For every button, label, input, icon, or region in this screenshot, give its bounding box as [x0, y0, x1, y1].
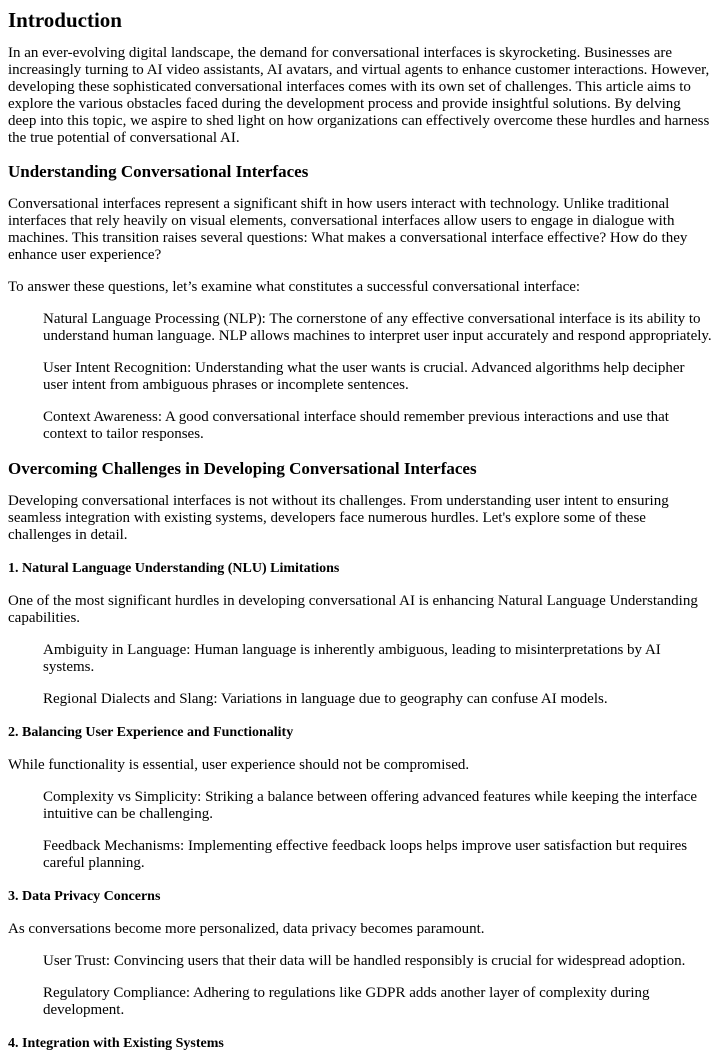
nlu-paragraph: One of the most significant hurdles in developing conversational AI is enhancing Natural Language Understanding capabilities.: [8, 593, 698, 626]
nlu-item-dialects: Regional Dialects and Slang: Variations in language due to geography can confuse AI models.: [43, 691, 608, 707]
ux-paragraph: While functionality is essential, user experience should not be compromised.: [8, 757, 470, 773]
understanding-paragraph-2: To answer these questions, let’s examine what constitutes a successful conversational interface:: [8, 279, 581, 295]
intro-paragraph: In an ever-evolving digital landscape, the demand for conversational interfaces is skyrocketing. Businesses are increasingly turning to AI video assistants, AI avatars, and virtual agents to enhance customer interactions. However, developing these sophisticated conversational interfaces comes with its own set of challenges. This article aims to explore the various obstacles faced during the development process and provide insightful solutions. By delving deep into this topic, we aspire to shed light on how organizations can effectively overcome these hurdles and harness the true potential of conversational AI.: [8, 45, 710, 146]
page-title: Introduction: [8, 8, 122, 32]
understanding-paragraph-1: Conversational interfaces represent a significant shift in how users interact with technology. Unlike traditional interfaces that rely heavily on visual elements, conversational interfaces allow users to engage in dialogue with machines. This transition raises several questions: What makes a conversational interface effective? How do they enhance user experience?: [8, 196, 688, 263]
nlu-item-ambiguity: Ambiguity in Language: Human language is inherently ambiguous, leading to misinterpretations by AI systems.: [43, 642, 661, 675]
privacy-item-trust: User Trust: Convincing users that their data will be handled responsibly is crucial for widespread adoption.: [43, 953, 686, 969]
section-heading-challenges: Overcoming Challenges in Developing Conversational Interfaces: [8, 459, 477, 478]
understanding-item-nlp: Natural Language Processing (NLP): The cornerstone of any effective conversational interface is its ability to understand human language. NLP allows machines to interpret user input accurately and respond appropriately.: [43, 311, 712, 344]
article: [0, 8, 720, 1052]
subsection-heading-privacy: 3. Data Privacy Concerns: [8, 889, 161, 904]
ux-item-complexity: Complexity vs Simplicity: Striking a balance between offering advanced features while keeping the interface intuitive can be challenging.: [43, 789, 698, 822]
subsection-heading-ux: 2. Balancing User Experience and Functionality: [8, 725, 294, 740]
challenges-paragraph: Developing conversational interfaces is not without its challenges. From understanding user intent to ensuring seamless integration with existing systems, developers face numerous hurdles. Let's explore some of these challenges in detail.: [8, 493, 669, 543]
understanding-item-intent: User Intent Recognition: Understanding what the user wants is crucial. Advanced algorithms help decipher user intent from ambiguous phrases or incomplete sentences.: [43, 360, 685, 393]
privacy-paragraph: As conversations become more personalized, data privacy becomes paramount.: [8, 921, 485, 937]
privacy-item-compliance: Regulatory Compliance: Adhering to regulations like GDPR adds another layer of complexity during development.: [43, 985, 650, 1018]
ux-item-feedback: Feedback Mechanisms: Implementing effective feedback loops helps improve user satisfaction but requires careful planning.: [43, 838, 688, 871]
subsection-heading-integration: 4. Integration with Existing Systems: [8, 1036, 224, 1051]
understanding-item-context: Context Awareness: A good conversational interface should remember previous interactions and use that context to tailor responses.: [43, 409, 669, 442]
subsection-heading-nlu: 1. Natural Language Understanding (NLU) Limitations: [8, 561, 340, 576]
section-heading-understanding: Understanding Conversational Interfaces: [8, 162, 309, 181]
